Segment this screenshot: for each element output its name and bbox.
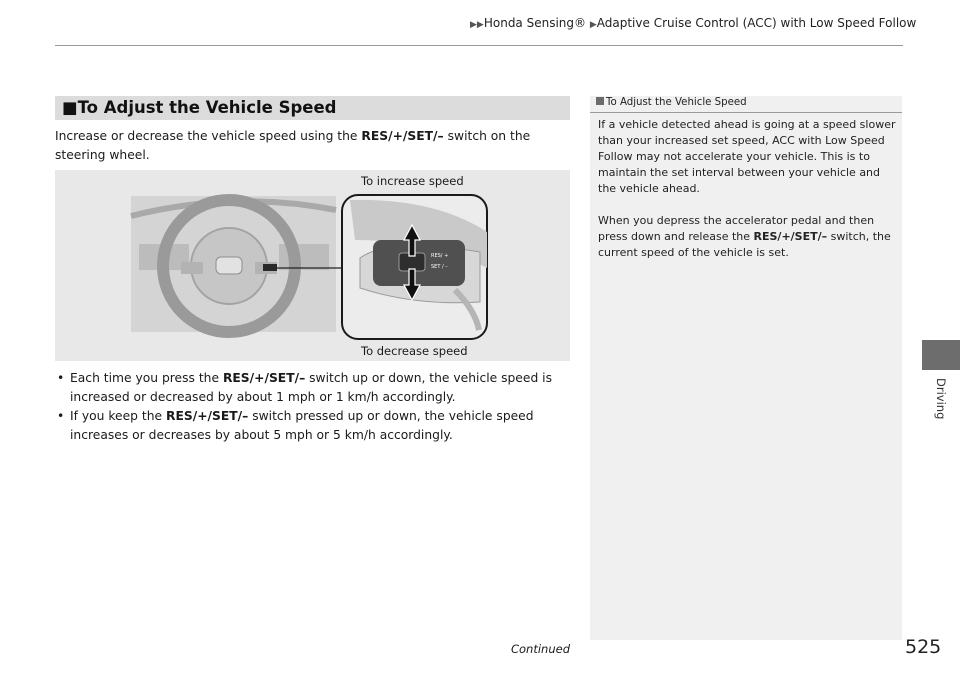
label-increase-speed: To increase speed — [361, 174, 464, 188]
steering-wheel-illustration — [55, 170, 570, 361]
continued-label: Continued — [510, 642, 570, 656]
intro-paragraph: Increase or decrease the vehicle speed using the RES/+/SET/– switch on the steering wheel. — [55, 129, 531, 162]
sidebar-title: To Adjust the Vehicle Speed — [596, 97, 747, 108]
breadcrumb — [470, 16, 917, 30]
sidebar-text — [598, 117, 896, 277]
section-title — [62, 98, 336, 117]
list-item: • If you keep the RES/+/SET/– switch pressed up or down, the vehicle speed increases or decreases by about 5 mph or 5 km/h accordingly. — [57, 409, 534, 442]
page-number: 525 — [905, 636, 942, 658]
breadcrumb-item-acc[interactable]: Adaptive Cruise Control (ACC) with Low Speed Follow — [596, 16, 917, 30]
res-label: RES/ + — [431, 253, 449, 259]
chapter-label: Driving — [934, 378, 948, 420]
switch-name: RES/+/SET/– — [361, 129, 444, 143]
list-item: • Each time you press the RES/+/SET/– switch up or down, the vehicle speed is increased or decreased by about 1 mph or 1 km/h accordingly. — [57, 371, 552, 404]
header-divider — [55, 45, 903, 46]
honda-logo-icon — [216, 257, 242, 274]
chapter-tab[interactable] — [922, 340, 960, 370]
breadcrumb-arrow-icon: ▶▶ — [470, 20, 484, 30]
label-decrease-speed: To decrease speed — [361, 344, 468, 358]
sidebar-divider — [590, 112, 902, 113]
bullet-list — [55, 369, 570, 445]
section-title-text: To Adjust the Vehicle Speed — [77, 98, 337, 117]
steering-switch-figure — [55, 170, 570, 361]
bullet-icon: • — [57, 371, 65, 385]
switch-location-marker — [263, 264, 277, 271]
sidebar-paragraph: If a vehicle detected ahead is going at a speed slower than your increased set speed, ACC with Low Speed Follow may not accelerate your vehicle. This is to maintain the set interval between your vehicle and the vehicle ahead. — [598, 118, 896, 195]
bullet-icon: • — [57, 409, 65, 423]
section-marker-icon: ■ — [62, 98, 78, 117]
note-marker-icon — [596, 97, 604, 105]
breadcrumb-item-honda-sensing[interactable]: Honda Sensing® — [483, 16, 587, 30]
breadcrumb-arrow-icon: ▶ — [589, 20, 597, 30]
sidebar-paragraph: When you depress the accelerator pedal and then press down and release the RES/+/SET/– switch, the current speed of the vehicle is set. — [598, 214, 891, 259]
set-label: SET / – — [431, 264, 448, 270]
